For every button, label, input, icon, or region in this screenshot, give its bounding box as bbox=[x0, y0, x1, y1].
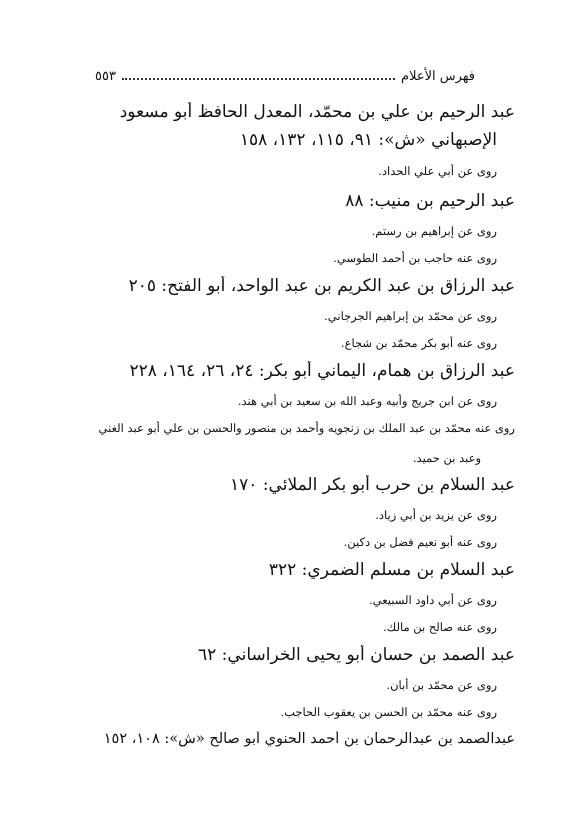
narration-line: روى عن أبي علي الحداد. bbox=[378, 164, 497, 178]
narration-line: روى عنه محمّد بن عبد الملك بن زنجويه وأحمد بن منصور والحسن بن علي أبو عبد الغني bbox=[98, 421, 515, 435]
narration-line: روى عن ابن جريج وأبيه وعبد الله بن سعيد بن أبي هند. bbox=[237, 394, 497, 408]
index-entry: عبد السلام بن حرب أبو بكر الملائي: ١٧٠ bbox=[230, 475, 515, 495]
narration-line: روى عنه أبو نعيم فضل بن دكين. bbox=[343, 535, 497, 549]
page-number: ٥٥٣ bbox=[95, 69, 116, 84]
index-entry: عبد السلام بن مسلم الضمري: ٣٢٢ bbox=[268, 560, 515, 580]
leader-dots bbox=[122, 77, 395, 80]
index-entry: عبد الرزاق بن همام، اليماني أبو بكر: ٢٤، ٢٦، ١٦٤، ٢٢٨ bbox=[129, 361, 515, 381]
narration-line: روى عن محمّد بن أبان. bbox=[386, 678, 497, 692]
index-entry: عبد الرحيم بن منيب: ٨٨ bbox=[345, 191, 515, 211]
index-entry: عبد الرحيم بن علي بن محمّد، المعدل الحافظ أبو مسعود bbox=[119, 102, 515, 122]
index-entry: عبد الرزاق بن عبد الكريم بن عبد الواحد، أبو الفتح: ٢٠٥ bbox=[128, 276, 515, 296]
page-header bbox=[95, 64, 475, 84]
narration-line: روى عن يزيد بن أبي زياد. bbox=[375, 508, 497, 522]
narration-line: روى عنه محمّد بن الحسن بن يعقوب الحاجب. bbox=[280, 705, 497, 719]
narration-line: روى عنه صالح بن مالك. bbox=[383, 620, 497, 634]
narration-line: روى عن إبراهيم بن رستم. bbox=[371, 224, 497, 238]
running-title: فهرس الأعلام bbox=[401, 69, 475, 84]
narration-line: روى عنه أبو بكر محمّد بن شجاع. bbox=[340, 336, 497, 350]
narration-line: روى عنه حاجب بن أحمد الطوسي. bbox=[333, 251, 497, 265]
narration-line: روى عن أبي داود السبيعي. bbox=[368, 593, 497, 607]
narration-line: وعبد بن حميد. bbox=[412, 451, 481, 465]
index-entry: عبد الصمد بن حسان أبو يحيى الخراساني: ٦٢ bbox=[198, 645, 515, 665]
index-entry: عبدالصمد بن عبدالرحمان بن أحمد الحنوي أبو صالح «ش»: ١٠٨، ١٥٢ bbox=[103, 731, 515, 747]
index-entry-continuation: الإصبهاني «ش»: ٩١، ١١٥، ١٣٢، ١٥٨ bbox=[239, 130, 497, 150]
narration-line: روى عن محمّد بن إبراهيم الجرجاني. bbox=[324, 309, 497, 323]
